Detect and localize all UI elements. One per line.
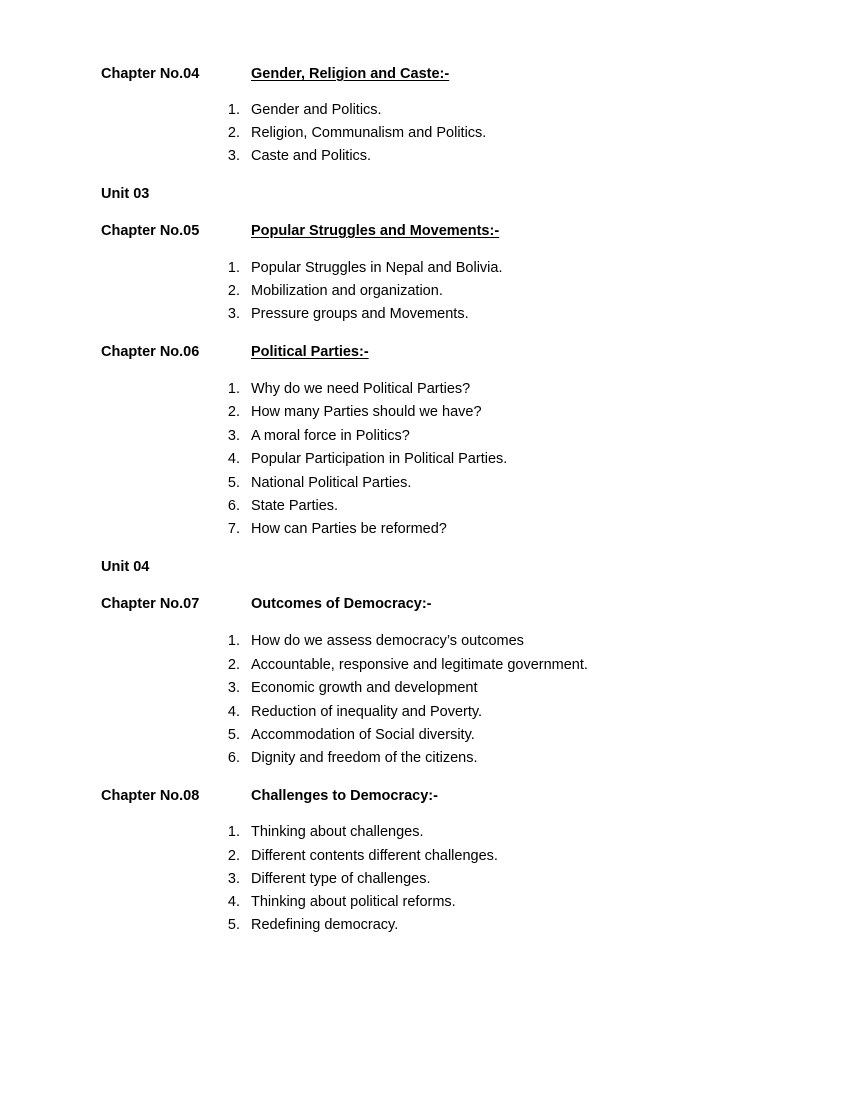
list-item: Pressure groups and Movements.: [251, 306, 469, 322]
list-item: How many Parties should we have?: [251, 404, 482, 420]
list-number: 4.: [227, 704, 240, 720]
list-item: A moral force in Politics?: [251, 428, 410, 444]
list-item: Mobilization and organization.: [251, 283, 443, 299]
list-item: Why do we need Political Parties?: [251, 381, 471, 397]
list-number: 2.: [227, 404, 240, 420]
chapter-title: Challenges to Democracy:-: [251, 788, 438, 804]
chapter-title: Outcomes of Democracy:-: [251, 596, 432, 612]
list-number: 6.: [227, 498, 240, 514]
list-item: Reduction of inequality and Poverty.: [251, 704, 483, 720]
list-item: Gender and Politics.: [251, 102, 382, 118]
list-number: 7.: [227, 521, 240, 537]
list-item: Different type of challenges.: [251, 871, 431, 887]
list-number: 4.: [227, 451, 240, 467]
list-number: 1.: [227, 633, 240, 649]
list-number: 5.: [227, 917, 240, 933]
chapter-label: Chapter No.05: [101, 223, 200, 239]
unit-heading: Unit 04: [101, 559, 150, 575]
list-number: 5.: [227, 727, 240, 743]
list-item: State Parties.: [251, 498, 339, 514]
list-number: 5.: [227, 475, 240, 491]
list-number: 2.: [227, 283, 240, 299]
chapter-title: Political Parties:-: [251, 344, 369, 360]
list-number: 2.: [227, 657, 240, 673]
list-item: Popular Participation in Political Parties.: [251, 451, 508, 467]
list-number: 4.: [227, 894, 240, 910]
list-item: Economic growth and development: [251, 680, 478, 696]
list-item: Accountable, responsive and legitimate government.: [251, 657, 588, 673]
list-item: Popular Struggles in Nepal and Bolivia.: [251, 260, 503, 276]
chapter-label: Chapter No.04: [101, 66, 200, 82]
list-item: Caste and Politics.: [251, 148, 372, 164]
chapter-title: Popular Struggles and Movements:-: [251, 223, 500, 239]
list-item: Thinking about challenges.: [251, 824, 424, 840]
unit-heading: Unit 03: [101, 186, 150, 202]
list-number: 3.: [227, 680, 240, 696]
chapter-title: Gender, Religion and Caste:-: [251, 66, 450, 82]
list-number: 2.: [227, 848, 240, 864]
list-item: National Political Parties.: [251, 475, 412, 491]
list-item: Different contents different challenges.: [251, 848, 498, 864]
list-item: Accommodation of Social diversity.: [251, 727, 475, 743]
chapter-label: Chapter No.07: [101, 596, 200, 612]
list-number: 1.: [227, 824, 240, 840]
list-item: How do we assess democracy’s outcomes: [251, 633, 524, 649]
chapter-label: Chapter No.06: [101, 344, 200, 360]
chapter-label: Chapter No.08: [101, 788, 200, 804]
list-number: 1.: [227, 102, 240, 118]
list-item: Thinking about political reforms.: [251, 894, 456, 910]
list-number: 2.: [227, 125, 240, 141]
list-number: 3.: [227, 428, 240, 444]
list-item: Religion, Communalism and Politics.: [251, 125, 487, 141]
list-item: Dignity and freedom of the citizens.: [251, 750, 478, 766]
list-item: Redefining democracy.: [251, 917, 399, 933]
list-number: 6.: [227, 750, 240, 766]
list-number: 3.: [227, 148, 240, 164]
list-number: 3.: [227, 871, 240, 887]
list-number: 1.: [227, 381, 240, 397]
list-item: How can Parties be reformed?: [251, 521, 447, 537]
list-number: 3.: [227, 306, 240, 322]
list-number: 1.: [227, 260, 240, 276]
